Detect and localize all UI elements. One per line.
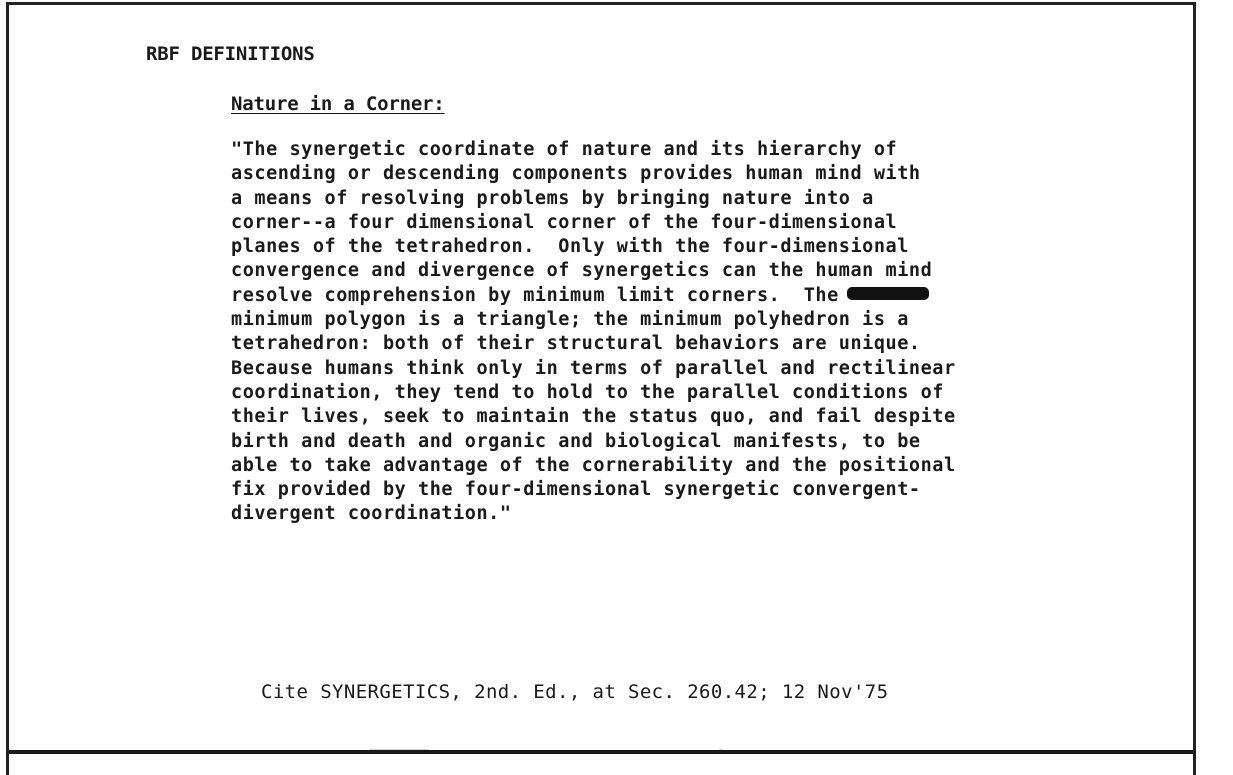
quote-line: able to take advantage of the cornerability and the positional	[231, 454, 956, 476]
quote-line: divergent coordination."	[231, 503, 512, 525]
entry-term: Nature in a Corner:	[231, 93, 445, 115]
quote-line: "The synergetic coordinate of nature and its hierarchy of	[231, 139, 898, 160]
definition-quote	[231, 138, 956, 527]
quote-line-text: resolve comprehension by minimum limit corners. The	[231, 284, 839, 306]
quote-line: tetrahedron: both of their structural behaviors are unique.	[231, 333, 921, 355]
quote-line: convergence and divergence of synergetics can the human mind	[231, 260, 933, 282]
document-header: RBF DEFINITIONS	[146, 43, 315, 65]
definition-card	[6, 2, 1196, 754]
quote-line: ascending or descending components provides human mind with	[231, 163, 921, 185]
citation: Cite SYNERGETICS, 2nd. Ed., at Sec. 260.42; 12 Nov'75	[261, 681, 889, 703]
quote-line: their lives, seek to maintain the status quo, and fail despite	[231, 406, 956, 428]
quote-line: minimum polygon is a triangle; the minimum polyhedron is a	[231, 309, 909, 331]
scan-artifact	[719, 749, 723, 750]
quote-line: Because humans think only in terms of parallel and rectilinear	[231, 357, 956, 379]
quote-line: corner--a four dimensional corner of the four-dimensional	[231, 211, 898, 233]
quote-line: birth and death and organic and biological manifests, to be	[231, 430, 921, 452]
quote-line: a means of resolving problems by bringing nature into a	[231, 187, 874, 209]
redaction-mark	[847, 287, 929, 300]
quote-line: coordination, they tend to hold to the parallel conditions of	[231, 381, 944, 403]
quote-line: planes of the tetrahedron. Only with the four-dimensional	[231, 236, 909, 258]
quote-line-with-redaction	[231, 284, 956, 308]
scan-artifact	[369, 749, 429, 750]
quote-line: fix provided by the four-dimensional synergetic convergent-	[231, 479, 921, 501]
next-card-edge	[6, 754, 1196, 775]
